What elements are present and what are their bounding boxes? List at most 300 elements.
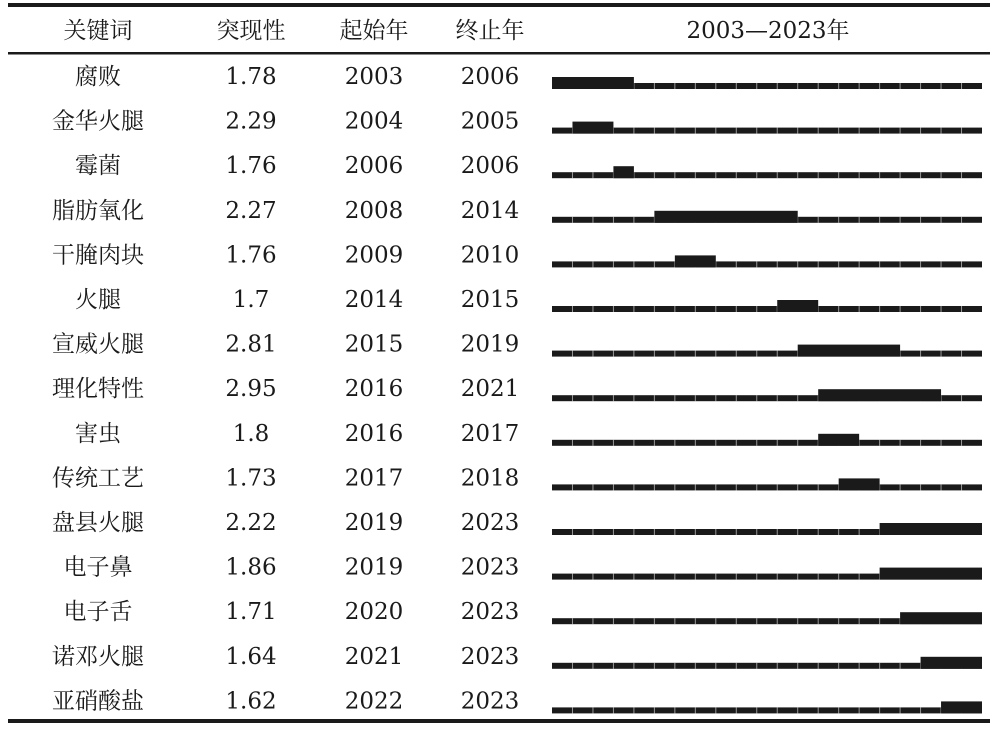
end-year-cell: 2023 [460,554,520,581]
timeline-year-tick [654,395,655,401]
table-row [75,153,982,179]
timeline-year-tick [879,261,880,267]
end-year-cell: 2023 [460,599,520,626]
timeline-year-tick [756,663,757,669]
timeline-year-tick [654,663,655,669]
timeline-year-tick [695,395,696,401]
timeline-year-tick [592,529,593,535]
table-row [75,421,982,447]
keyword-cell: 干腌肉块 [52,242,144,269]
timeline-year-tick [777,574,778,580]
timeline-year-tick [715,306,716,312]
timeline-year-tick [715,707,716,713]
strength-cell: 1.86 [225,554,277,581]
timeline-year-tick [736,261,737,267]
keyword-cell: 理化特性 [52,376,144,403]
timeline-year-tick [777,618,778,624]
timeline-year-tick [572,618,573,624]
keyword-cell: 电子鼻 [63,554,133,581]
begin-year-cell: 2016 [344,376,404,403]
timeline-year-tick [879,83,880,89]
timeline-year-tick [756,128,757,134]
timeline-year-tick [654,574,655,580]
end-year-cell: 2010 [460,242,520,269]
timeline-year-tick [654,172,655,178]
strength-cell: 1.73 [225,465,277,492]
timeline-year-tick [920,217,921,223]
begin-year-cell: 2020 [344,599,404,626]
timeline-year-tick [756,574,757,580]
timeline-year-tick [715,574,716,580]
timeline-year-tick [572,395,573,401]
timeline-year-tick [633,306,634,312]
timeline-year-tick [654,618,655,624]
strength-cell: 1.62 [225,688,277,715]
timeline-year-tick [859,529,860,535]
table-row [52,109,982,135]
timeline-year-tick [941,261,942,267]
timeline-year-tick [572,306,573,312]
timeline-year-tick [920,351,921,357]
strength-cell: 1.71 [225,599,277,626]
timeline-year-tick [900,261,901,267]
timeline-year-tick [777,128,778,134]
timeline-year-tick [736,395,737,401]
timeline-year-tick [777,83,778,89]
timeline-year-tick [715,440,716,446]
timeline-year-tick [592,172,593,178]
header-rule [8,52,990,55]
timeline-year-tick [572,663,573,669]
timeline-year-tick [838,574,839,580]
timeline-year-tick [818,172,819,178]
timeline-year-tick [736,306,737,312]
timeline-year-tick [592,351,593,357]
timeline-year-tick [592,484,593,490]
strength-cell: 1.76 [225,242,277,269]
keyword-cell: 亚硝酸盐 [52,688,144,715]
timeline-year-tick [756,83,757,89]
timeline-line [552,484,982,490]
timeline-year-tick [715,172,716,178]
timeline-line [552,306,982,312]
table-row [52,510,982,536]
timeline-year-tick [961,395,962,401]
timeline-year-tick [572,172,573,178]
timeline-year-tick [736,707,737,713]
bottom-rule [8,719,990,723]
timeline-year-tick [900,484,901,490]
timeline-year-tick [613,707,614,713]
table-row [75,64,982,90]
timeline-year-tick [572,261,573,267]
timeline-year-tick [654,707,655,713]
timeline-year-tick [715,484,716,490]
timeline-year-tick [633,618,634,624]
timeline-year-tick [818,128,819,134]
timeline-year-tick [715,663,716,669]
burst-bar [675,255,716,267]
timeline-year-tick [920,83,921,89]
keyword-cell: 诺邓火腿 [52,643,144,670]
timeline-year-tick [859,261,860,267]
timeline-year-tick [879,217,880,223]
header-strength: 突现性 [216,18,286,44]
top-rule [8,3,990,7]
timeline-year-tick [695,574,696,580]
begin-year-cell: 2021 [344,643,404,670]
timeline-year-tick [797,261,798,267]
begin-year-cell: 2016 [344,420,404,447]
burst-bar [900,612,982,624]
timeline-year-tick [592,395,593,401]
timeline-year-tick [695,128,696,134]
timeline-year-tick [777,261,778,267]
begin-year-cell: 2003 [344,64,404,90]
timeline-year-tick [613,663,614,669]
timeline-year-tick [941,172,942,178]
timeline-year-tick [941,484,942,490]
timeline-year-tick [756,395,757,401]
timeline-year-tick [920,306,921,312]
timeline-year-tick [859,574,860,580]
timeline-line [552,440,982,446]
timeline-year-tick [736,618,737,624]
timeline-year-tick [900,707,901,713]
timeline-year-tick [777,529,778,535]
timeline-year-tick [797,663,798,669]
timeline-year-tick [736,574,737,580]
timeline-year-tick [797,529,798,535]
timeline-year-tick [859,663,860,669]
timeline-year-tick [695,663,696,669]
end-year-cell: 2023 [460,510,520,536]
timeline-year-tick [797,707,798,713]
timeline-year-tick [613,306,614,312]
timeline-year-tick [674,618,675,624]
begin-year-cell: 2009 [344,242,404,269]
keyword-cell: 电子舌 [63,599,133,626]
timeline-year-tick [920,172,921,178]
burst-bar [880,568,982,580]
timeline-year-tick [674,574,675,580]
table-row [52,465,982,491]
timeline-year-tick [592,217,593,223]
timeline-year-tick [633,351,634,357]
timeline-year-tick [592,261,593,267]
timeline-year-tick [674,440,675,446]
timeline-year-tick [613,529,614,535]
timeline-year-tick [941,217,942,223]
strength-cell: 2.29 [225,108,277,135]
timeline-year-tick [900,440,901,446]
timeline-year-tick [715,395,716,401]
timeline-year-tick [756,618,757,624]
strength-cell: 2.81 [225,331,277,358]
timeline-year-tick [838,306,839,312]
timeline-year-tick [695,618,696,624]
timeline-year-tick [674,529,675,535]
timeline-year-tick [654,351,655,357]
end-year-cell: 2006 [460,64,520,90]
table-row [75,287,982,313]
timeline-year-tick [654,83,655,89]
timeline-year-tick [797,83,798,89]
timeline-year-tick [879,663,880,669]
timeline-year-tick [838,529,839,535]
timeline-year-tick [941,128,942,134]
end-year-cell: 2018 [460,465,520,492]
timeline-year-tick [613,351,614,357]
timeline-year-tick [674,663,675,669]
timeline-year-tick [633,261,634,267]
timeline-year-tick [879,306,880,312]
table-row [64,599,983,625]
timeline-year-tick [613,395,614,401]
table-row [52,376,982,402]
timeline-year-tick [736,172,737,178]
timeline-year-tick [674,707,675,713]
timeline-year-tick [859,618,860,624]
timeline-year-tick [777,440,778,446]
timeline-year-tick [756,440,757,446]
timeline-year-tick [633,217,634,223]
timeline-line [552,261,982,267]
begin-year-cell: 2015 [344,331,404,358]
timeline-year-tick [633,574,634,580]
keyword-cell: 害虫 [75,420,121,447]
timeline-year-tick [633,484,634,490]
table-row [52,644,982,670]
timeline-year-tick [859,217,860,223]
timeline-year-tick [736,351,737,357]
burst-bar [777,300,818,312]
timeline-year-tick [572,484,573,490]
strength-cell: 2.22 [225,510,277,536]
timeline-year-tick [736,128,737,134]
timeline-year-tick [961,83,962,89]
timeline-year-tick [818,261,819,267]
timeline-line [552,351,982,357]
timeline-year-tick [633,440,634,446]
timeline-year-tick [592,707,593,713]
burst-bar [839,478,880,490]
table-row [52,332,982,358]
burst-bar [798,345,900,357]
timeline-year-tick [572,217,573,223]
timeline-year-tick [695,306,696,312]
timeline-year-tick [572,440,573,446]
timeline-year-tick [920,440,921,446]
burst-bar [654,211,797,223]
timeline-year-tick [572,351,573,357]
burst-bar [552,77,634,89]
timeline-year-tick [961,128,962,134]
timeline-year-tick [613,217,614,223]
timeline-year-tick [941,306,942,312]
timeline-year-tick [674,484,675,490]
timeline-year-tick [695,83,696,89]
timeline-year-tick [633,529,634,535]
begin-year-cell: 2019 [344,554,404,581]
timeline-year-tick [736,83,737,89]
timeline-year-tick [695,440,696,446]
timeline-year-tick [756,351,757,357]
end-year-cell: 2015 [460,287,520,313]
timeline-year-tick [879,128,880,134]
timeline-year-tick [859,707,860,713]
timeline-year-tick [674,83,675,89]
timeline-year-tick [633,128,634,134]
timeline-year-tick [838,618,839,624]
timeline-year-tick [695,484,696,490]
timeline-year-tick [756,529,757,535]
timeline-year-tick [674,351,675,357]
header-keyword: 关键词 [63,18,133,44]
timeline-year-tick [818,83,819,89]
timeline-year-tick [633,707,634,713]
keyword-cell: 盘县火腿 [52,510,144,536]
timeline-year-tick [859,172,860,178]
keyword-cell: 传统工艺 [52,465,144,492]
timeline-year-tick [654,261,655,267]
timeline-year-tick [736,440,737,446]
timeline-year-tick [961,351,962,357]
timeline-year-tick [695,351,696,357]
strength-cell: 1.76 [225,153,277,180]
timeline-year-tick [715,351,716,357]
strength-cell: 1.7 [232,287,270,313]
timeline-year-tick [900,663,901,669]
end-year-cell: 2023 [460,688,520,715]
timeline-year-tick [613,261,614,267]
timeline-year-tick [818,484,819,490]
timeline-year-tick [736,663,737,669]
end-year-cell: 2014 [460,197,520,224]
strength-cell: 1.64 [225,643,277,670]
timeline-year-tick [777,172,778,178]
timeline-year-tick [777,395,778,401]
timeline-year-tick [695,707,696,713]
timeline-year-tick [920,128,921,134]
timeline-year-tick [572,574,573,580]
timeline-year-tick [674,395,675,401]
timeline-year-tick [961,261,962,267]
timeline-year-tick [941,440,942,446]
timeline-year-tick [613,574,614,580]
timeline-year-tick [654,440,655,446]
end-year-cell: 2017 [460,420,520,447]
timeline-year-tick [818,707,819,713]
burst-bar [818,434,859,446]
keyword-cell: 金华火腿 [52,108,144,135]
timeline-year-tick [756,261,757,267]
timeline-year-tick [941,351,942,357]
timeline-year-tick [961,484,962,490]
timeline-year-tick [879,172,880,178]
timeline-year-tick [797,440,798,446]
timeline-year-tick [838,707,839,713]
timeline-year-tick [674,306,675,312]
burst-bar [921,657,982,669]
timeline-year-tick [920,707,921,713]
timeline-year-tick [818,217,819,223]
keyword-cell: 宣威火腿 [52,331,144,358]
timeline-year-tick [900,83,901,89]
burst-bar [941,701,982,713]
timeline-year-tick [715,529,716,535]
begin-year-cell: 2008 [344,197,404,224]
timeline-year-tick [900,306,901,312]
timeline-year-tick [654,128,655,134]
timeline-year-tick [797,574,798,580]
timeline-year-tick [818,618,819,624]
timeline-year-tick [859,83,860,89]
keyword-cell: 腐败 [75,64,121,90]
timeline-year-tick [695,172,696,178]
end-year-cell: 2023 [460,643,520,670]
timeline-year-tick [613,440,614,446]
timeline-year-tick [797,128,798,134]
timeline-year-tick [654,306,655,312]
begin-year-cell: 2022 [344,688,404,715]
timeline-year-tick [838,663,839,669]
burst-bar [613,166,633,178]
table-row [52,198,982,224]
timeline-year-tick [777,707,778,713]
timeline-year-tick [859,128,860,134]
table-row [52,242,982,268]
timeline-year-tick [838,172,839,178]
timeline-year-tick [654,484,655,490]
timeline-year-tick [818,529,819,535]
timeline-year-tick [715,83,716,89]
timeline-line [552,663,982,669]
timeline-year-tick [797,395,798,401]
timeline-year-tick [961,172,962,178]
timeline-year-tick [961,217,962,223]
table-row [52,688,982,714]
timeline-year-tick [592,574,593,580]
keyword-cell: 火腿 [75,287,121,313]
timeline-year-tick [777,351,778,357]
timeline-year-tick [572,707,573,713]
table-body [52,64,982,714]
timeline-year-tick [797,618,798,624]
timeline-year-tick [961,440,962,446]
timeline-year-tick [592,440,593,446]
timeline-year-tick [756,306,757,312]
timeline-year-tick [674,128,675,134]
timeline-year-tick [920,484,921,490]
end-year-cell: 2019 [460,331,520,358]
begin-year-cell: 2019 [344,510,404,536]
timeline-line [552,128,982,134]
timeline-year-tick [715,618,716,624]
timeline-year-tick [777,663,778,669]
header-end: 终止年 [455,18,525,44]
end-year-cell: 2006 [460,153,520,180]
timeline-year-tick [777,484,778,490]
timeline-year-tick [756,172,757,178]
timeline-year-tick [961,306,962,312]
timeline-year-tick [654,529,655,535]
end-year-cell: 2021 [460,376,520,403]
timeline-line [552,707,982,713]
header-timeline: 2003—2023年 [686,18,850,44]
begin-year-cell: 2014 [344,287,404,313]
timeline-year-tick [613,618,614,624]
